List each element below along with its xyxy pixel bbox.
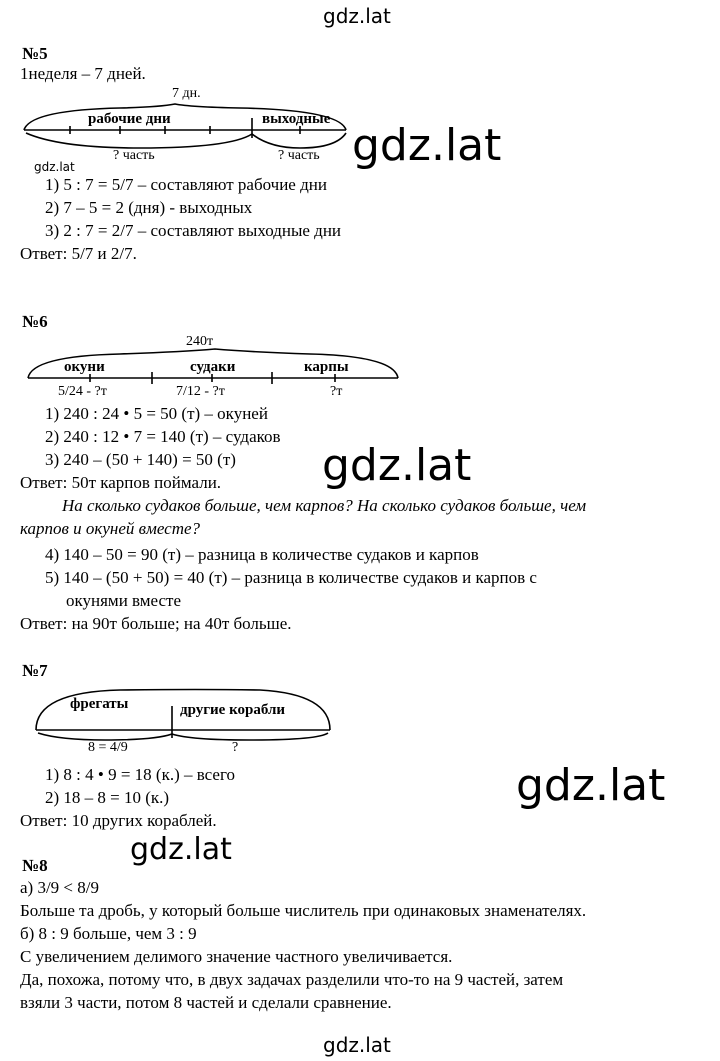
diagram-5-total: 7 дн. xyxy=(172,86,201,101)
problem-8-b: б) 8 : 9 больше, чем 3 : 9 xyxy=(20,924,197,943)
problem-6-step-1: 1) 240 : 24 • 5 = 50 (т) – окуней xyxy=(45,404,268,423)
problem-8-b-explanation: С увеличением делимого значение частного увеличивается. xyxy=(20,947,453,966)
problem-5-answer: Ответ: 5/7 и 2/7. xyxy=(20,244,137,263)
watermark-small: gdz.lat xyxy=(34,160,75,174)
watermark-bottom: gdz.lat xyxy=(323,1033,391,1057)
diagram-5-seg2: выходные xyxy=(262,111,331,127)
watermark-4: gdz.lat xyxy=(130,832,232,867)
problem-5-step-3: 3) 2 : 7 = 2/7 – составляют выходные дни xyxy=(45,221,342,240)
problem-5-step-2: 2) 7 – 5 = 2 (дня) - выходных xyxy=(45,198,253,217)
problem-6-question-line1: На сколько судаков больше, чем карпов? На сколько судаков больше, чем xyxy=(62,496,587,515)
diagram-6-below3: ?т xyxy=(330,384,343,399)
problem-6-step-5-line1: 5) 140 – (50 + 50) = 40 (т) – разница в количестве судаков и карпов с xyxy=(45,568,537,587)
problem-5-line1: 1неделя – 7 дней. xyxy=(20,64,146,83)
diagram-7-seg2: другие корабли xyxy=(180,702,286,718)
problem-8-title: №8 xyxy=(22,856,48,875)
problem-8-a: а) 3/9 < 8/9 xyxy=(20,878,99,897)
problem-7-title: №7 xyxy=(22,661,48,680)
problem-6-title: №6 xyxy=(22,312,48,331)
diagram-6-seg2: судаки xyxy=(190,359,236,375)
problem-6-answer-2: Ответ: на 90т больше; на 40т больше. xyxy=(20,614,292,633)
problem-7-answer: Ответ: 10 других кораблей. xyxy=(20,811,217,830)
problem-5-step-1: 1) 5 : 7 = 5/7 – составляют рабочие дни xyxy=(45,175,327,194)
problem-6-step-3: 3) 240 – (50 + 140) = 50 (т) xyxy=(45,450,236,469)
problem-8-c-line1: Да, похожа, потому что, в двух задачах разделили что-то на 9 частей, затем xyxy=(20,970,564,989)
diagram-7-below1: 8 = 4/9 xyxy=(88,740,128,755)
diagram-6-total: 240т xyxy=(186,334,214,349)
diagram-5-seg1: рабочие дни xyxy=(88,111,171,127)
problem-8-a-explanation: Больше та дробь, у который больше числитель при одинаковых знаменателях. xyxy=(20,901,587,920)
diagram-5-below2: ? часть xyxy=(278,148,320,163)
diagram-6-below2: 7/12 - ?т xyxy=(176,384,225,399)
diagram-6-seg3: карпы xyxy=(304,359,349,375)
watermark-3: gdz.lat xyxy=(516,760,666,811)
diagram-7-seg1: фрегаты xyxy=(70,696,129,712)
problem-6-step-2: 2) 240 : 12 • 7 = 140 (т) – судаков xyxy=(45,427,281,446)
problem-6-question-line2: карпов и окуней вместе? xyxy=(20,519,201,538)
problem-6-step-5-line2: окунями вместе xyxy=(66,591,182,610)
problem-5-title: №5 xyxy=(22,44,48,63)
problem-7-step-1: 1) 8 : 4 • 9 = 18 (к.) – всего xyxy=(45,765,236,784)
diagram-5-below1: ? часть xyxy=(113,148,155,163)
problem-8-c-line2: взяли 3 части, потом 8 частей и сделали сравнение. xyxy=(20,993,392,1012)
problem-6-answer-1: Ответ: 50т карпов поймали. xyxy=(20,473,222,492)
diagram-6-below1: 5/24 - ?т xyxy=(58,384,107,399)
problem-7-step-2: 2) 18 – 8 = 10 (к.) xyxy=(45,788,170,807)
watermark-1: gdz.lat xyxy=(352,120,502,171)
watermark-2: gdz.lat xyxy=(322,440,472,491)
diagram-6-seg1: окуни xyxy=(64,359,105,375)
problem-6-step-4: 4) 140 – 50 = 90 (т) – разница в количестве судаков и карпов xyxy=(45,545,479,564)
diagram-7-below2: ? xyxy=(232,740,239,755)
watermark-top: gdz.lat xyxy=(323,4,391,28)
